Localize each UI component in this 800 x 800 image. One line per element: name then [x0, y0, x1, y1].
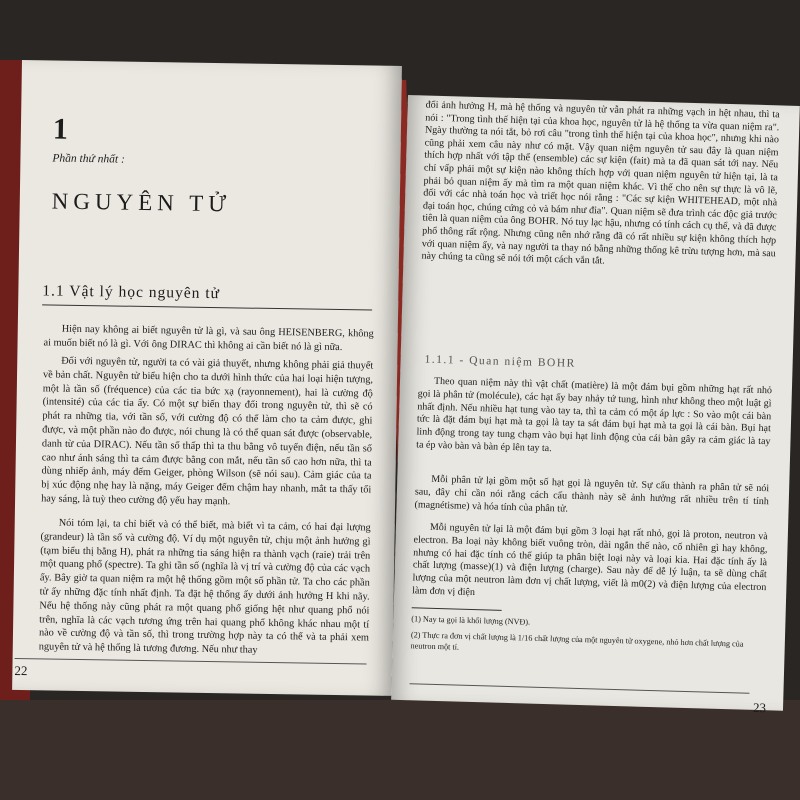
paragraph: đổi ảnh hưởng H, mà hệ thống và nguyên tử vẫn phát ra những vạch in hệt nhau, thì ta nói : "Trong tình thế hiện tại của khoa học, nguyên tử là hệ thống ta vừa quan niệm ra". Ngày thường ta nói tắt, bỏ rơi câu "trong tình thế hiện tại của khoa học", nhưng khi nào cũng phải xem câu này như có mặt. Vậy quan niệm nguyên tử sau đây là quan niệm thích hợp nhất với tập thể (ensemble) các sự kiện (fait) mà ta đã quan sát tới nay. Nếu chỉ vấp phải một sự kiện nào không thích hợp với quan niệm nguyên tử hiện tại, là ta phải bỏ quan niệm ấy mà tìm ra một quan niệm khác. Vì thế cho nên sự thực là vô lẽ, đối với các nhà toán học và triết học nói rằng : "Các sự kiện WHITEHEAD, một nhà đại toán học, chúng cứng cỏ và bám như đỉa". Quan niệm sẽ đưa trình các độc giả trước tiên là quan niệm của ông BOHR. Nó tuy lạc hậu, nhưng có tính cách cụ thể, và đã được phổ thông rất rộng. Nhưng cũng nên nhớ rằng đã có rất nhiều sự kiện không thích hợp với quan niệm ấy, và nay người ta thay nó bằng những thống kê trừu tượng hơn, mà sau này chúng ta cũng sẽ nói tới một cách vắn tắt. [421, 99, 780, 267]
footnote: (2) Thực ra đơn vị chất lượng là 1/16 chất lượng của một nguyên tử oxygene, nhỏ hơn chất lượng của neutron một tí. [410, 630, 744, 652]
page-number: 22 [14, 662, 28, 679]
chapter-title: NGUYÊN TỬ [51, 188, 232, 217]
footnote: (1) Nay ta gọi là khối lượng (NVĐ). [411, 614, 531, 627]
footnote-rule [412, 607, 502, 611]
paragraph: Mỗi nguyên tử lại là một đám bụi gồm 3 loại hạt rất nhỏ, gọi là proton, neutron và electron. Ba loại này không biết vuông tròn, dài ngắn thế nào, cố nhiên gì hay không, nhưng có hai đặc tính có thể giúp ta phân biệt loại này và loại kia. Hai đặc tính ấy là chất lượng (masse)(1) và điện lượng (charge). Sau này để dễ lý luận, ta sẽ dùng chất lượng của một neutron làm đơn vị chất lượng, viết là m0(2) và điện lượng của electron làm đơn vị điện [412, 521, 768, 599]
part-label: Phần thứ nhất : [52, 152, 125, 166]
page-number: 23 [752, 699, 767, 716]
right-page [391, 95, 800, 716]
section-title: 1.1 Vật lý học nguyên tử [42, 282, 221, 303]
paragraph: Theo quan niệm này thì vật chất (matière) là một đám bụi gồm những hạt rất nhỏ gọi là phân tử (molécule), các hạt ấy bay nhảy tứ tung, hình như không theo một luật gì nhất định. Nếu nhiều hạt tung vào tay ta, thì ta cảm có một áp lực : So vào một cái bàn tức là đặt đám bụi hạt mà ta gọi là tay ta sát đám bụi hạt mà ta gọi là cái bàn. Bụi hạt linh động trong tay tung chạm vào bụi hạt linh động của cái bàn gây ra cảm giác là tay ta ép vào bàn và bàn ép lên tay ta. [416, 375, 773, 455]
chapter-number: 1 [52, 112, 69, 146]
paragraph: Mỗi phân tử lại gồm một số hạt gọi là nguyên tử. Sự cấu thành ra phân tử sẽ nói sau, đây chỉ cần nói rằng cách cấu thành này sẽ ảnh hưởng rất nhiều trên tí tính (magnétisme) và hóa tính của phân tử. [414, 473, 770, 515]
paragraph: Hiện nay không ai biết nguyên tử là gì, và sau ông HEISENBERG, không ai muốn biết nó là gì. Với ông DIRAC thì không ai cần biết nó là gì nữa. [43, 323, 374, 353]
section-rule [42, 304, 372, 310]
subsection-title: 1.1.1 - Quan niệm BOHR [424, 353, 576, 370]
footer-rule [410, 683, 750, 693]
book-cover-bottom [0, 700, 800, 800]
footer-rule [15, 658, 367, 665]
paragraph: Đối với nguyên tử, người ta có vài giả thuyết, nhưng không phải giả thuyết về bản chất. Nguyên tử biểu hiện cho ta dưới hình thức của hai loại hiện tượng, một là tần số (fréquence) của các tia bức xạ (rayonnement), hai là cường độ (intensité) của các tia ấy. Có một sự biến thay đổi trong nguyên tử, thì sẽ có phát ra những tia, với tần số, với cường độ có thể làm cho ta cảm được, ghi được, và một phần nào đo được, nói chung là có thể quan sát được (observable, danh từ của DIRAC). Nếu tần số thấp thì ta thu bằng vô tuyến điện, nếu tần số cao như ánh sáng thì ta cảm được bằng con mắt, nếu tần số cao hơn nữa, thì ta dùng nhiếp ảnh, máy đếm Geiger, phòng Wilson (sẽ nói sau). Cảm giác của ta bị xúc động nhẹ hay là nặng, máy Geiger đếm chậm hay nhanh, mắt ta thấy tối hay sáng, là tuỳ theo cường độ yếu hay mạnh. [41, 355, 374, 508]
paragraph: Nói tóm lại, ta chỉ biết và có thể biết, mà biết vì ta cảm, có hai đại lượng (grandeur) là tần số và cường độ. Ví dụ một nguyên tử, chịu một ảnh hưởng gì (tạm biểu thị bằng H), phát ra những tia sáng hiện ra thành vạch (raie) trải trên một quang phổ (spectre). Ta ghi tần số (nghĩa là vị trí và cường độ của các vạch ấy. Bây giờ ta quan niệm ra một hệ thống gồm một số phần tử. Ta cho các phần tử ấy những đặc tính nhất định. Ta đặt hệ thống ấy dưới ảnh hưởng H khi nãy. Nếu hệ thống này cũng phát ra một quang phổ giống hệt như quang phổ nói trên, nghĩa là các vạch tương ứng trên hai quang phổ không khác nhau một tí nào về cường độ và tần số, thì trong trường hợp này ta có thể và ta phải xem nguyên tử và hệ thống là tương đương. Nếu như thay [38, 517, 371, 656]
left-page [12, 60, 402, 696]
